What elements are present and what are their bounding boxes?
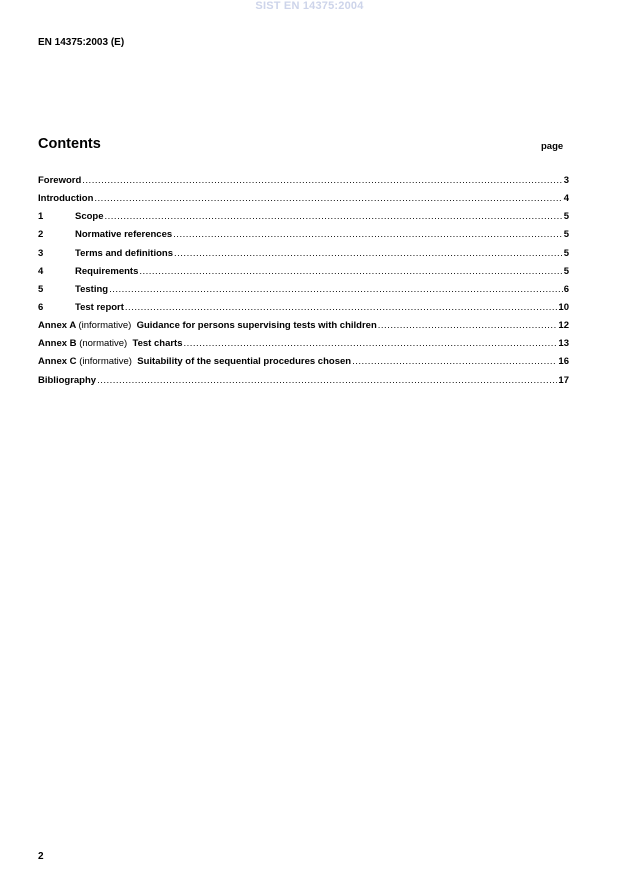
toc-page-number: 13 (558, 338, 569, 350)
toc-leader-dots (139, 266, 562, 277)
toc-entry-bibliography[interactable] (38, 375, 569, 393)
toc-title: Requirements (75, 265, 139, 277)
toc-annex-heading (38, 356, 351, 367)
toc-page-number: 5 (563, 265, 569, 277)
toc-entry-foreword[interactable] (38, 175, 569, 193)
toc-page-number: 4 (563, 193, 569, 205)
toc-title: Scope (75, 211, 104, 223)
toc-title: Normative references (75, 229, 173, 241)
toc-title: Testing (75, 283, 109, 295)
toc-page-number: 5 (563, 211, 569, 223)
annex-type: (informative) (79, 356, 132, 368)
toc-entry-requirements[interactable] (38, 266, 569, 284)
toc-section-number: 5 (38, 283, 44, 295)
toc-page-number: 17 (558, 374, 569, 386)
toc-section-number: 1 (38, 211, 44, 223)
annex-label: Annex A (38, 320, 76, 332)
toc-entry-annex-a[interactable] (38, 320, 569, 338)
toc-section-number: 6 (38, 301, 44, 313)
toc-leader-dots (105, 211, 563, 222)
toc-section-number: 2 (38, 229, 44, 241)
toc-entry-test-report[interactable] (38, 302, 569, 320)
toc-annex-heading (38, 320, 377, 331)
toc-leader-dots (173, 229, 563, 240)
toc-leader-dots (94, 193, 562, 204)
toc-entry-terms-and-definitions[interactable] (38, 248, 569, 266)
annex-label: Annex C (38, 356, 77, 368)
contents-title: Contents (38, 136, 101, 152)
toc-leader-dots (109, 284, 563, 295)
table-of-contents (38, 175, 569, 393)
annex-type: (normative) (79, 338, 128, 350)
toc-section-number: 3 (38, 247, 44, 259)
toc-entry-introduction[interactable] (38, 193, 569, 211)
toc-entry-testing[interactable] (38, 284, 569, 302)
toc-page-number: 5 (563, 247, 569, 259)
toc-entry-normative-references[interactable] (38, 229, 569, 247)
toc-leader-dots (352, 356, 557, 367)
toc-title: Bibliography (38, 374, 97, 386)
annex-title: Guidance for persons supervising tests with children (136, 320, 377, 332)
toc-page-number: 16 (558, 356, 569, 368)
toc-page-number: 5 (563, 229, 569, 241)
toc-annex-heading (38, 338, 183, 349)
watermark: SIST EN 14375:2004 (255, 0, 364, 12)
annex-title: Test charts (132, 338, 183, 350)
toc-entry-annex-b[interactable] (38, 338, 569, 356)
toc-title: Foreword (38, 175, 82, 186)
toc-leader-dots (184, 338, 558, 349)
toc-page-number: 10 (558, 301, 569, 313)
page-column-label: page (541, 141, 564, 152)
toc-section-number: 4 (38, 265, 44, 277)
toc-leader-dots (174, 248, 563, 259)
toc-leader-dots (82, 175, 562, 186)
toc-leader-dots (378, 320, 558, 331)
toc-leader-dots (125, 302, 558, 313)
toc-page-number: 3 (563, 175, 569, 186)
footer-page-number: 2 (38, 851, 44, 862)
toc-entry-scope[interactable] (38, 211, 569, 229)
toc-page-number: 12 (558, 320, 569, 332)
annex-title: Suitability of the sequential procedures chosen (137, 356, 352, 368)
annex-label: Annex B (38, 338, 77, 350)
toc-title: Test report (75, 301, 124, 313)
document-id: EN 14375:2003 (E) (38, 37, 125, 48)
toc-leader-dots (97, 375, 557, 386)
annex-type: (informative) (78, 320, 132, 332)
toc-title: Terms and definitions (75, 247, 174, 259)
toc-page-number: 6 (563, 283, 569, 295)
toc-title: Introduction (38, 193, 94, 205)
toc-entry-annex-c[interactable] (38, 356, 569, 374)
